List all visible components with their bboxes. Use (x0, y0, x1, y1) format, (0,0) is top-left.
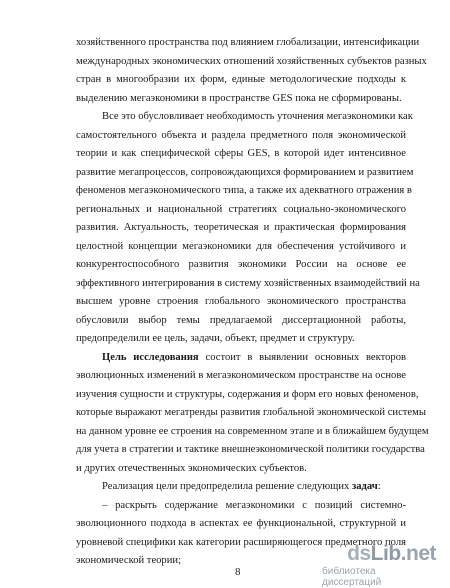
text-line-goal: Цель исследования состоит в выявлении основных векторов (102, 352, 406, 363)
text-line: на данном уровне ее строения на современном этапе и в ближайшем будущем (76, 426, 429, 437)
text-line: феноменов мегаэкономического типа, а также их адекватного отражения в (76, 185, 412, 196)
text-line: изучения сущности и структуры, содержания и форм его новых феноменов, (76, 389, 419, 400)
logo-net: .net (400, 542, 436, 565)
text-line: Все это обусловливает необходимость уточнения мегаэкономики как (102, 111, 413, 122)
text-line: обусловили выбор темы предлагаемой диссертационной работы, (76, 315, 406, 326)
text-line: предопределили ее цель, задачи, объект, предмет и структуру. (76, 333, 355, 344)
dslib-watermark (322, 542, 442, 588)
text-line: эффективного интегрирования в систему хозяйственных взаимодействий на (76, 278, 420, 289)
emphasis-text: Цель исследования (102, 352, 199, 363)
text-line: и других отечественных экономических субъектов. (76, 463, 307, 474)
watermark-subtitle: библиотека диссертаций (322, 566, 382, 588)
text-line-tasks: Реализация цели предопределила решение следующих задач: (102, 481, 381, 492)
text-line: эволюционных изменений в мегаэкономическом пространстве на основе (76, 370, 406, 381)
text-line: экономической теории; (76, 555, 182, 566)
text-line: развитие мегапроцессов, сопровождающихся формированием и развитием (76, 167, 414, 178)
text-line: конкурентоспособного развития экономики России на основе ее (76, 259, 406, 270)
text-line: эволюционного подхода в аспектах ее функциональной, структурной и (76, 518, 406, 529)
text-line: выделению мегаэкономики в пространстве GES пока не сформированы. (76, 93, 402, 104)
text-line: которые выражают мегатренды развития глобальной экономической системы (76, 407, 426, 418)
text-line: – раскрыть содержание мегаэкономики с позиций системно- (102, 500, 406, 511)
emphasis-text: задач (351, 481, 378, 492)
text-line: теории и как специфической сферы GES, в которой идет интенсивное (76, 148, 406, 159)
logo-lib: Lib (370, 542, 401, 565)
text-line: высшем уровне строения глобального экономического пространства (76, 296, 406, 307)
logo-ds: ds (347, 542, 371, 565)
text-line: стран в многообразии их форм, единые методологические подходы к (76, 74, 406, 85)
text-line: для учета в стратегии и тактике внешнеэкономической политики государства (76, 444, 425, 455)
text-line: самостоятельного объекта и раздела предметного поля экономической (76, 130, 406, 141)
text-line: региональных и национальной стратегиях социально-экономического (76, 204, 406, 215)
text-line: развития. Актуальность, теоретическая и практическая формирования (76, 222, 406, 233)
text-line: уровневой специфики как категории расширяющегося предметного поля (76, 537, 406, 548)
text-line: хозяйственного пространства под влиянием глобализации, интенсификации (76, 37, 420, 48)
page-number: 8 (235, 566, 241, 578)
text-line: целостной концепции мегаэкономики для обеспечения устойчивого и (76, 241, 406, 252)
dslib-logo (347, 542, 436, 566)
text-line: международных экономических отношений хозяйственных субъектов разных (76, 56, 427, 67)
